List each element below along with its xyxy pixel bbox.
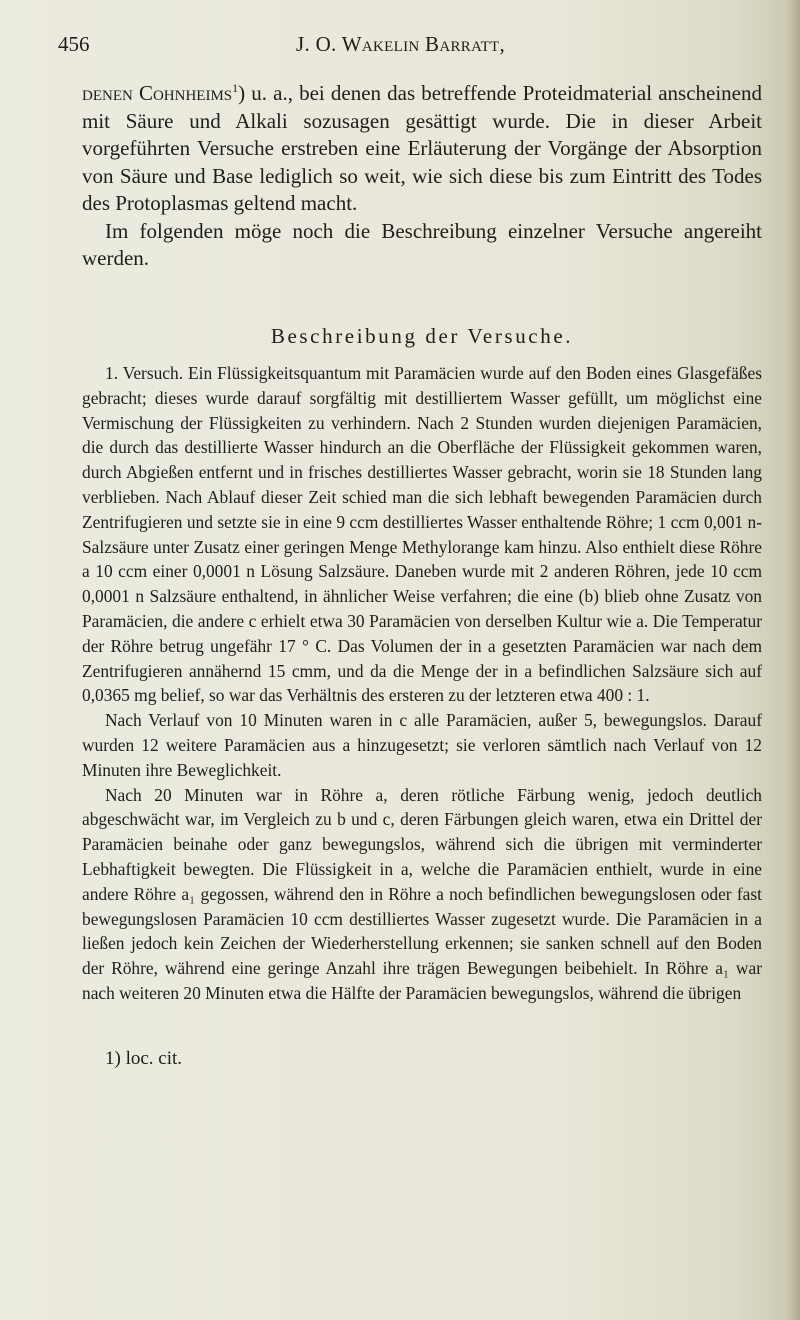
intro-paragraph-1 <box>82 80 762 218</box>
body-paragraph-2: Nach Verlauf von 10 Minuten waren in c alle Paramäcien, außer 5, bewegungslos. Darauf wurden 12 weitere Paramäcien aus a hinzugesetzt; sie verloren sämtlich nach Verlauf von 12 Minuten ihre Beweglichkeit. <box>82 710 762 780</box>
section-heading: Beschreibung der Versuche. <box>270 324 574 348</box>
body-paragraph-1: 1. Versuch. Ein Flüssigkeitsquantum mit Paramäcien wurde auf den Boden eines Glasgefäßes gebracht; dieses wurde darauf sorgfältig mit destilliertem Wasser gefüllt, um möglichst eine Vermischung der Flüssigkeiten zu verhindern. Nach 2 Stunden wurden diejenigen Paramäcien, die durch das destillierte Wasser hindurch an die Oberfläche der Flüssigkeit gekommen waren, durch Abgießen entfernt und in frisches destilliertes Wasser gebracht, worin sie 18 Stunden lang verblieben. Nach Ablauf dieser Zeit schied man die sich lebhaft bewegenden Paramäcien durch Zentrifugieren und setzte sie in eine 9 ccm destilliertes Wasser enthaltende Röhre; 1 ccm 0,001 n-Salzsäure unter Zusatz einer geringen Menge Methylorange kam hinzu. Also enthielt diese Röhre a 10 ccm einer 0,0001 n Lösung Salzsäure. Daneben wurde mit 2 anderen Röhren, jede 10 ccm 0,0001 n Salzsäure enthaltend, in ähnlicher Weise verfahren; die eine (b) blieb ohne Zusatz von Paramäcien, die andere c erhielt etwa 30 Paramäcien von derselben Kultur wie a. Die Temperatur der Röhre betrug ungefähr 17 ° C. Das Volumen der in a gesetzten Paramäcien war nach dem Zentrifugieren annähernd 15 cmm, und da die Menge der in a befindlichen Salzsäure sich auf 0,0365 mg belief, so war das Verhältnis des ersteren zu der letzteren etwa 400 : 1. <box>82 363 762 706</box>
intro-p1-rest: ) u. a., bei denen das betreffende Proteidmaterial anscheinend mit Säure und Alkali sozusagen gesättigt wurde. Die in dieser Arbeit vorgeführten Versuche erstreben eine Erläuterung der Vorgänge der Absorption von Säure und Base lediglich so weit, wie sich diese bis zum Eintritt des Todes des Protoplasmas geltend macht. <box>82 81 762 215</box>
running-title: J. O. Wakelin Barratt, <box>296 32 506 56</box>
experiment-description <box>82 361 762 1006</box>
footnote-marker: 1 <box>232 81 239 95</box>
intro-paragraph-2: Im folgenden möge noch die Beschreibung einzelner Versuche angereiht werden. <box>82 218 762 270</box>
page-edge-shadow <box>786 0 800 1320</box>
page-header <box>58 32 758 68</box>
page-number: 456 <box>58 32 90 56</box>
intro-p1-start: denen Cohnheims <box>82 81 233 105</box>
body-paragraph-3: Nach 20 Minuten war in Röhre a, deren rötliche Färbung wenig, jedoch deutlich abgeschwächt war, im Vergleich zu b und c, deren Färbungen gleich waren, etwa ein Drittel der Paramäcien beinahe oder ganz bewegungslos, während sich die übrigen mit verminderter Lebhaftigkeit bewegten. Die Flüssigkeit in a, welche die Paramäcien enthielt, wurde in eine andere Röhre a₁ gegossen, während den in Röhre a noch befindlichen bewegungslosen oder fast bewegungslosen Paramäcien 10 ccm destilliertes Wasser zugesetzt wurde. Die Paramäcien in a ließen jedoch kein Zeichen der Wiederherstellung erkennen; sie sanken schnell auf den Boden der Röhre, während eine geringe Anzahl ihre trägen Bewegungen beibehielt. In Röhre a₁ war nach weiteren 20 Minuten etwa die Hälfte der Paramäcien bewegungslos, während die übrigen <box>82 784 762 1003</box>
intro-text <box>82 80 762 273</box>
footnote: 1) loc. cit. <box>105 1048 183 1069</box>
